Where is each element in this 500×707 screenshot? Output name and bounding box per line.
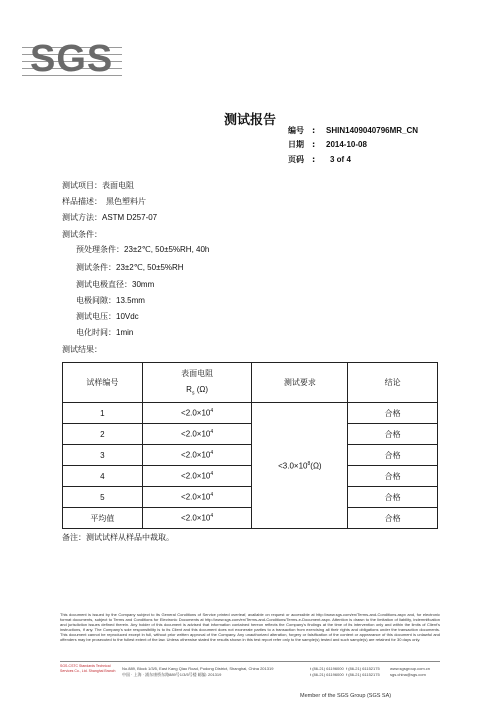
condition-label: 电极间隙： bbox=[76, 296, 116, 305]
condition-label: 电化时间： bbox=[76, 328, 116, 337]
requirement-unit: (Ω) bbox=[310, 461, 322, 471]
cell-sample: 4 bbox=[63, 466, 143, 487]
condition-value: 30mm bbox=[132, 280, 155, 289]
condition-electrode-diameter bbox=[76, 279, 154, 291]
cell-conclusion: 合格 bbox=[348, 424, 438, 445]
condition-label: 测试电极直径： bbox=[76, 280, 132, 289]
sample-desc-value: 黑色塑料片 bbox=[106, 197, 146, 206]
cell-value bbox=[142, 445, 252, 466]
condition-value: 1min bbox=[116, 328, 134, 337]
meta-key: 编号 bbox=[288, 126, 304, 135]
cell-conclusion: 合格 bbox=[348, 508, 438, 529]
cell-conclusion: 合格 bbox=[348, 466, 438, 487]
footer-phone-cn: t (86-21) 61196000 bbox=[310, 672, 344, 677]
report-title: 测试报告 bbox=[223, 113, 276, 128]
meta-report-number: 编号 : SHIN1409040796MR_CN bbox=[288, 126, 419, 135]
table-row bbox=[63, 445, 438, 466]
condition-value: 13.5mm bbox=[116, 296, 145, 305]
header-sample-no: 试样编号 bbox=[63, 363, 143, 403]
condition-value: 23±2℃, 50±5%RH bbox=[116, 263, 184, 272]
condition-value: 10Vdc bbox=[116, 312, 139, 321]
cell-conclusion: 合格 bbox=[348, 403, 438, 424]
cell-sample: 3 bbox=[63, 445, 143, 466]
value-base: <2.0×10 bbox=[181, 492, 211, 502]
footer-band bbox=[60, 661, 440, 684]
requirement-exponent: 8 bbox=[307, 460, 311, 467]
cell-value bbox=[142, 487, 252, 508]
resistance-unit: (Ω) bbox=[196, 385, 208, 395]
footer-fax-cn: f (86-21) 61152175 bbox=[345, 672, 380, 677]
test-item-line bbox=[62, 180, 134, 192]
sgs-logo bbox=[22, 38, 122, 80]
value-exponent: 4 bbox=[210, 408, 214, 415]
condition-electrification-time bbox=[76, 327, 133, 339]
condition-voltage bbox=[76, 311, 139, 323]
cell-requirement bbox=[252, 403, 348, 529]
header-resistance bbox=[142, 363, 252, 403]
meta-key: 日期 bbox=[288, 140, 304, 149]
cell-value bbox=[142, 403, 252, 424]
table-note: 备注：测试试样从样品中裁取。 bbox=[62, 533, 174, 542]
condition-preconditioning bbox=[76, 244, 209, 256]
value-base: <2.0×10 bbox=[181, 471, 211, 481]
test-item-value: 表面电阻 bbox=[102, 181, 134, 190]
logo-text: SGS bbox=[30, 38, 114, 80]
value-exponent: 4 bbox=[210, 492, 214, 499]
cell-value bbox=[142, 424, 252, 445]
footer-disclaimer: This document is issued by the Company subject to its General Conditions of Service printed overleaf, available on request or accessible at http://www.sgs.com/en/Terms-and-Conditions.aspx and, for electronic format documents, subject to Terms and Conditions for Electronic Documents at http://www.sgs.com/en/Terms-and-Conditions/Terms-e-Document.aspx. Attention is drawn to the limitation of liability, indemnification and jurisdiction issues defined therein. Any holder of this document is advised that information contained hereon reflects the Company's findings at the time of its intervention only and within the limits of Client's instructions, if any. The Company's sole responsibility is to its Client and this document does not exonerate parties to a transaction from exercising all their rights and obligations under the transaction documents. This document cannot be reproduced except in full, without prior written approval of the Company. Any unauthorized alteration, forgery or falsification of the content or appearance of this document is unlawful and offenders may be prosecuted to the fullest extent of the law. Unless otherwise stated the results shown in this test report refer only to the sample(s) tested and such sample(s) are retained for 30 days only. bbox=[60, 612, 440, 642]
condition-label: 预处理条件： bbox=[76, 245, 124, 254]
results-table bbox=[62, 362, 438, 529]
footer-web bbox=[390, 666, 430, 678]
table-row bbox=[63, 403, 438, 424]
cell-conclusion: 合格 bbox=[348, 445, 438, 466]
value-exponent: 4 bbox=[210, 471, 214, 478]
condition-value: 23±2℃, 50±5%RH, 40h bbox=[124, 245, 210, 254]
cell-value bbox=[142, 508, 252, 529]
value-exponent: 4 bbox=[210, 450, 214, 457]
cell-sample: 平均值 bbox=[63, 508, 143, 529]
condition-label: 测试条件： bbox=[76, 263, 116, 272]
condition-label: 测试电压： bbox=[76, 312, 116, 321]
results-heading: 测试结果： bbox=[62, 345, 102, 354]
cell-sample: 5 bbox=[63, 487, 143, 508]
header-resistance-label: 表面电阻 bbox=[181, 369, 214, 379]
footer-contact bbox=[310, 666, 380, 678]
cell-sample: 1 bbox=[63, 403, 143, 424]
condition-electrode-gap bbox=[76, 295, 145, 307]
value-base: <2.0×10 bbox=[181, 450, 211, 460]
method-label: 测试方法： bbox=[62, 213, 102, 222]
cell-conclusion: 合格 bbox=[348, 487, 438, 508]
footer-website[interactable]: www.sgsgroup.com.cn bbox=[390, 666, 431, 671]
sample-desc-label: 样品描述： bbox=[62, 197, 102, 206]
member-line: Member of the SGS Group (SGS SA) bbox=[300, 693, 392, 699]
method-line bbox=[62, 212, 157, 224]
value-base: <2.0×10 bbox=[181, 429, 211, 439]
table-row bbox=[63, 487, 438, 508]
footer-address bbox=[122, 666, 273, 678]
value-exponent: 4 bbox=[210, 429, 214, 436]
method-value: ASTM D257-07 bbox=[102, 213, 158, 222]
cell-sample: 2 bbox=[63, 424, 143, 445]
cell-value bbox=[142, 466, 252, 487]
meta-value: 3 of 4 bbox=[330, 155, 351, 164]
meta-value: 2014-10-08 bbox=[326, 140, 367, 149]
conditions-heading: 测试条件： bbox=[62, 230, 102, 239]
value-exponent: 4 bbox=[210, 513, 214, 520]
table-row bbox=[63, 508, 438, 529]
table-row bbox=[63, 466, 438, 487]
meta-value: SHIN1409040796MR_CN bbox=[326, 126, 419, 135]
condition-test bbox=[76, 262, 184, 274]
footer-fax: f (86-21) 61152175 bbox=[345, 666, 380, 671]
footer-phone: t (86-21) 61196000 bbox=[310, 666, 344, 671]
resistance-subscript: s bbox=[191, 390, 195, 397]
footer-email[interactable]: sgs.china@sgs.com bbox=[390, 672, 426, 677]
value-base: <2.0×10 bbox=[181, 513, 211, 523]
requirement-base: <3.0×10 bbox=[278, 461, 308, 471]
meta-date: 日期 : 2014-10-08 bbox=[288, 140, 367, 149]
meta-page: 页码 : 3 of 4 bbox=[288, 155, 351, 164]
footer-address-en: No.889, Block 1/3/5, East Kang Qiao Road, Pudong District, Shanghai, China 201319 bbox=[122, 666, 274, 671]
table-row bbox=[63, 424, 438, 445]
resistance-symbol: R bbox=[186, 385, 192, 395]
header-requirement: 测试要求 bbox=[252, 363, 348, 403]
sample-desc-line bbox=[62, 196, 146, 208]
test-item-label: 测试项目： bbox=[62, 181, 102, 190]
meta-key: 页码 bbox=[288, 155, 304, 164]
value-base: <2.0×10 bbox=[181, 408, 211, 418]
footer-company: SGS-CSTC Standards Technical Services Co., Ltd. Shanghai Branch bbox=[60, 664, 116, 673]
header-conclusion: 结论 bbox=[348, 363, 438, 403]
footer-address-cn: 中国 · 上海 · 浦东康桥东路889号1/3/5号楼 邮编: 201319 bbox=[122, 672, 222, 677]
table-header-row bbox=[63, 363, 438, 403]
